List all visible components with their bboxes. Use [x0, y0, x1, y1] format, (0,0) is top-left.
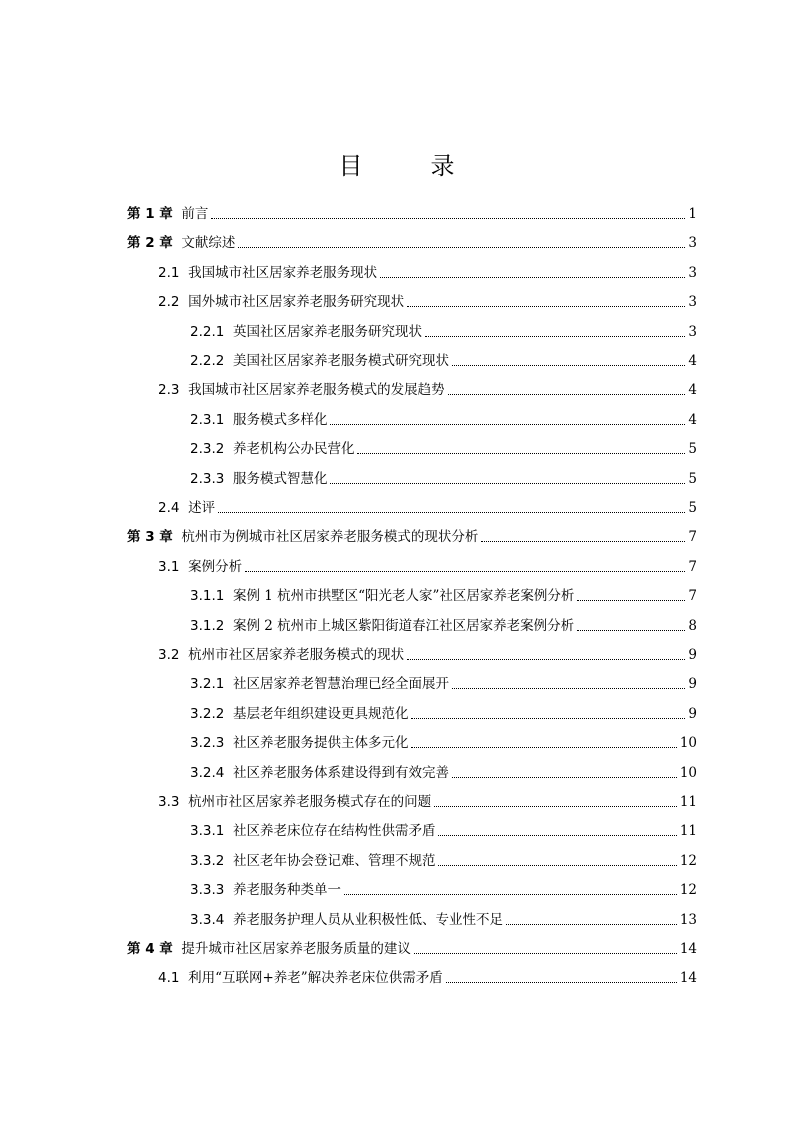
toc-entry[interactable]	[158, 964, 697, 986]
toc-entry[interactable]	[190, 759, 697, 781]
toc-dot-leader	[425, 336, 685, 337]
toc-entry-number: 3.1.2	[190, 617, 225, 634]
toc-entry-text: 社区老年协会登记难、管理不规范	[232, 852, 436, 869]
toc-entry-text: 社区养老床位存在结构性供需矛盾	[232, 823, 436, 840]
toc-entry-label	[158, 970, 443, 986]
toc-entry-text: 养老机构公办民营化	[232, 441, 355, 458]
toc-entry-number: 3.2.3	[190, 735, 225, 752]
page-title: 目 录	[338, 152, 477, 180]
toc-entry-text: 养老服务护理人员从业积极性低、专业性不足	[232, 911, 503, 928]
toc-entry-page: 8	[688, 617, 697, 634]
toc-entry-number: 3.1.1	[190, 588, 225, 605]
toc-entry-text: 文献综述	[181, 235, 236, 252]
toc-entry[interactable]	[190, 700, 697, 722]
toc-entry-label	[158, 265, 377, 281]
toc-entry-label	[190, 882, 341, 898]
toc-entry[interactable]	[158, 259, 697, 281]
toc-dot-leader	[330, 424, 685, 425]
toc-entry-page: 3	[688, 294, 697, 311]
toc-entry[interactable]	[190, 847, 697, 869]
toc-entry-label	[190, 765, 449, 781]
toc-entry[interactable]	[190, 582, 697, 604]
toc-entry-number: 3.2	[158, 647, 180, 663]
toc-entry-number: 3.3.4	[190, 911, 225, 928]
toc-entry-label	[127, 206, 208, 222]
toc-entry-page: 3	[688, 235, 697, 252]
toc-entry[interactable]	[158, 494, 697, 516]
toc-entry-page: 13	[679, 911, 697, 928]
toc-entry[interactable]	[127, 200, 697, 222]
toc-entry-page: 11	[679, 794, 697, 810]
toc-entry-page: 9	[688, 647, 697, 663]
toc-entry-label	[158, 294, 404, 310]
toc-entry-number: 3.3.3	[190, 882, 225, 899]
toc-entry[interactable]	[127, 229, 697, 251]
toc-entry-text: 社区养老服务体系建设得到有效完善	[232, 764, 449, 781]
toc-entry[interactable]	[190, 406, 697, 428]
toc-entry[interactable]	[190, 612, 697, 634]
toc-dot-leader	[434, 806, 677, 807]
toc-entry-label	[190, 676, 449, 692]
toc-entry[interactable]	[158, 641, 697, 663]
toc-entry-text: 国外城市社区居家养老服务研究现状	[188, 294, 405, 311]
toc-dot-leader	[577, 630, 685, 631]
toc-entry-number: 3.1	[158, 558, 180, 575]
toc-dot-leader	[330, 483, 685, 484]
toc-entry-number: 3.2.2	[190, 705, 225, 722]
toc-entry-number: 2.3.1	[190, 411, 225, 428]
toc-entry-number: 3.3.1	[190, 823, 225, 840]
toc-entry[interactable]	[127, 935, 697, 957]
toc-entry-number: 3.3.2	[190, 852, 225, 869]
toc-entry-page: 5	[688, 441, 697, 458]
toc-entry-number: 第 3 章	[127, 529, 173, 546]
toc-entry-number: 第 1 章	[127, 206, 173, 222]
toc-dot-leader	[380, 277, 685, 278]
toc-entry-number: 4.1	[158, 970, 180, 987]
toc-entry-label	[190, 324, 422, 340]
toc-entry-number: 3.2.1	[190, 676, 225, 693]
toc-dot-leader	[481, 541, 685, 542]
toc-entry-page: 5	[688, 470, 697, 487]
toc-entry-label	[127, 941, 411, 957]
toc-entry-number: 2.3.2	[190, 441, 225, 458]
toc-entry-text: 服务模式智慧化	[232, 470, 328, 487]
toc-entry-text: 我国城市社区居家养老服务模式的发展趋势	[188, 382, 445, 399]
toc-entry-text: 案例 2 杭州市上城区紫阳街道春江社区居家养老案例分析	[232, 617, 575, 634]
toc-dot-leader	[452, 365, 685, 366]
toc-entry-text: 社区居家养老智慧治理已经全面展开	[232, 676, 449, 693]
toc-entry-label	[158, 647, 404, 663]
toc-entry-number: 2.3.3	[190, 470, 225, 487]
toc-entry-page: 12	[679, 882, 697, 899]
toc-dot-leader	[446, 982, 677, 983]
toc-entry-number: 2.2	[158, 294, 180, 311]
toc-entry-text: 养老服务种类单一	[232, 882, 341, 899]
toc-entry-text: 美国社区居家养老服务模式研究现状	[232, 353, 449, 369]
toc-entry-page: 5	[688, 500, 697, 516]
toc-entry-page: 7	[688, 558, 697, 575]
toc-entry-label	[158, 794, 431, 810]
toc-entry-number: 第 4 章	[127, 941, 173, 957]
toc-entry-number: 2.1	[158, 264, 180, 281]
toc-entry-page: 3	[688, 264, 697, 281]
toc-entry[interactable]	[158, 376, 697, 398]
toc-entry[interactable]	[127, 523, 697, 545]
toc-entry-number: 2.2.2	[190, 353, 225, 369]
toc-entry[interactable]	[190, 876, 697, 898]
toc-entry-label	[190, 353, 449, 369]
toc-entry-number: 2.4	[158, 500, 180, 516]
toc-entry-text: 杭州市社区居家养老服务模式存在的问题	[188, 794, 432, 810]
toc-entry[interactable]	[158, 288, 697, 310]
toc-entry[interactable]	[190, 347, 697, 369]
toc-entry[interactable]	[190, 817, 697, 839]
toc-entry-page: 14	[679, 970, 697, 987]
toc-entry-label	[158, 382, 445, 398]
toc-dot-leader	[238, 247, 685, 248]
toc-entry-label	[190, 441, 354, 457]
toc-entry-label	[190, 853, 435, 869]
toc-entry-text: 杭州市社区居家养老服务模式的现状	[188, 647, 405, 663]
toc-entry[interactable]	[190, 435, 697, 457]
toc-entry-number: 2.2.1	[190, 323, 225, 340]
toc-entry[interactable]	[190, 318, 697, 340]
toc-entry-label	[190, 735, 408, 751]
toc-dot-leader	[218, 512, 685, 513]
toc-entry[interactable]	[190, 670, 697, 692]
toc-entry-page: 7	[688, 588, 697, 605]
toc-entry-number: 2.3	[158, 382, 180, 399]
toc-entry-number: 3.3	[158, 794, 180, 810]
toc-dot-leader	[245, 571, 685, 572]
toc-dot-leader	[357, 453, 685, 454]
toc-entry-text: 案例分析	[188, 558, 243, 575]
toc-entry-page: 1	[688, 206, 697, 222]
toc-entry-text: 利用“互联网+养老”解决养老床位供需矛盾	[188, 970, 443, 987]
toc-entry-label	[190, 412, 327, 428]
toc-entry-text: 服务模式多样化	[232, 411, 328, 428]
toc-entry[interactable]	[190, 729, 697, 751]
toc-entry-text: 杭州市为例城市社区居家养老服务模式的现状分析	[181, 529, 479, 546]
toc-dot-leader	[407, 659, 685, 660]
toc-dot-leader	[438, 865, 676, 866]
toc-dot-leader	[448, 394, 686, 395]
toc-dot-leader	[414, 953, 677, 954]
toc-entry-label	[158, 500, 215, 516]
toc-entry-label	[190, 706, 408, 722]
toc-dot-leader	[438, 835, 676, 836]
toc-entry-text: 提升城市社区居家养老服务质量的建议	[181, 941, 411, 957]
toc-entry-text: 我国城市社区居家养老服务现状	[188, 264, 378, 281]
toc-entry-page: 9	[688, 676, 697, 693]
toc-entry-label	[190, 618, 574, 634]
toc-entry-page: 4	[688, 353, 697, 369]
toc-entry[interactable]	[158, 553, 697, 575]
toc-dot-leader	[407, 306, 685, 307]
toc-entry-text: 社区养老服务提供主体多元化	[232, 735, 409, 752]
toc-dot-leader	[577, 600, 685, 601]
toc-entry-text: 英国社区居家养老服务研究现状	[232, 323, 422, 340]
toc-dot-leader	[452, 777, 677, 778]
toc-entry-label	[190, 823, 435, 839]
toc-entry-label	[127, 235, 235, 251]
toc-entry[interactable]	[190, 465, 697, 487]
toc-dot-leader	[411, 747, 676, 748]
toc-entry-page: 12	[679, 852, 697, 869]
toc-entry-text: 前言	[181, 206, 209, 222]
toc-entry-label	[190, 471, 327, 487]
toc-entry-text: 述评	[188, 500, 216, 516]
toc-entry-label	[127, 529, 478, 545]
toc-dot-leader	[452, 688, 685, 689]
toc-entry-page: 14	[679, 941, 697, 957]
toc-entry-page: 4	[688, 411, 697, 428]
toc-entry-number: 3.2.4	[190, 764, 225, 781]
toc-entry[interactable]	[158, 788, 697, 810]
toc-entry-label	[158, 559, 242, 575]
toc-dot-leader	[506, 924, 677, 925]
toc-entry-page: 11	[679, 823, 697, 840]
toc-entry[interactable]	[190, 906, 697, 928]
toc-dot-leader	[344, 894, 677, 895]
toc-entry-label	[190, 912, 503, 928]
toc-entry-number: 第 2 章	[127, 235, 173, 252]
toc-entry-page: 9	[688, 705, 697, 722]
toc-entry-page: 10	[679, 735, 697, 752]
toc-entry-page: 4	[688, 382, 697, 399]
toc-entry-text: 案例 1 杭州市拱墅区“阳光老人家”社区居家养老案例分析	[232, 588, 575, 605]
toc-entry-page: 3	[688, 323, 697, 340]
toc-entry-page: 7	[688, 529, 697, 546]
toc-entry-text: 基层老年组织建设更具规范化	[232, 705, 409, 722]
toc-dot-leader	[211, 218, 685, 219]
toc-entry-page: 10	[679, 764, 697, 781]
toc-dot-leader	[411, 718, 685, 719]
toc-entry-label	[190, 588, 574, 604]
